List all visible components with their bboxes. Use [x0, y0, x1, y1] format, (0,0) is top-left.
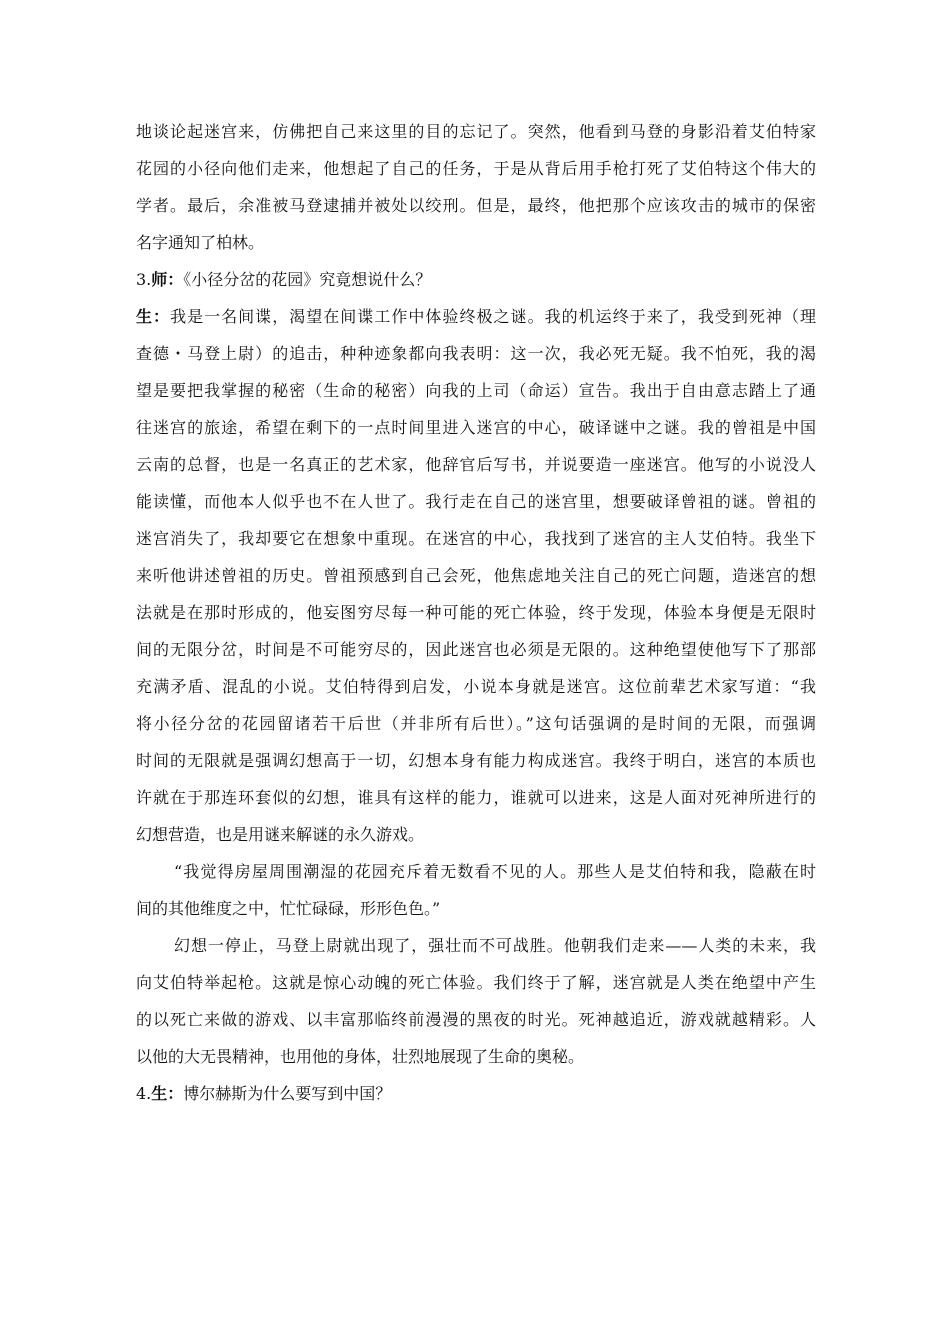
answer-line: 幻想营造，也是用谜来解谜的永久游戏。 — [136, 825, 425, 844]
question-text: 博尔赫斯为什么要写到中国？ — [183, 1084, 392, 1103]
paragraph-line: 以他的大无畏精神，也用他的身体，壮烈地展现了生命的奥秘。 — [136, 1047, 585, 1066]
answer-line: 充满矛盾、混乱的小说。艾伯特得到启发，小说本身就是迷宫。这位前辈艺术家写道：“我 — [136, 677, 816, 696]
answer-line: 能读懂，而他本人似乎也不在人世了。我行走在自己的迷宫里，想要破译曾祖的谜。曾祖的 — [136, 492, 816, 511]
answer-line: 往迷宫的旅途，希望在剩下的一点时间里进入迷宫的中心，破译谜中之谜。我的曾祖是中国 — [136, 418, 816, 437]
paragraph-line: 的以死亡来做的游戏、以丰富那临终前漫漫的黑夜的时光。死神越追近，游戏就越精彩。人 — [136, 1010, 816, 1029]
quote-line: “我觉得房屋周围潮湿的花园充斥着无数看不见的人。那些人是艾伯特和我，隐蔽在时 — [174, 862, 816, 881]
answer-line: 将小径分岔的花园留诸若干后世（并非所有后世）。”这句话强调的是时间的无限，而强调 — [136, 714, 816, 733]
answer-first-line — [136, 307, 816, 327]
paragraph-line: 向艾伯特举起枪。这就是惊心动魄的死亡体验。我们终于了解，迷宫就是人类在绝望中产生 — [136, 973, 816, 992]
paragraph-line: 花园的小径向他们走来，他想起了自己的任务，于是从背后用手枪打死了艾伯特这个伟大的 — [136, 159, 816, 178]
question-number: 4. — [136, 1084, 152, 1103]
answer-line: 迷宫消失了，我却要它在想象中重现。在迷宫的中心，我找到了迷宫的主人艾伯特。我坐下 — [136, 529, 816, 548]
answer-line: 时间的无限就是强调幻想高于一切，幻想本身有能力构成迷宫。我终于明白，迷宫的本质也 — [136, 751, 816, 770]
question-number: 3. — [136, 270, 152, 289]
answer-line: 来听他讲述曾祖的历史。曾祖预感到自己会死，他焦虑地关注自己的死亡问题，造迷宫的想 — [136, 566, 816, 585]
quote-line: 间的其他维度之中，忙忙碌碌，形形色色。” — [136, 899, 441, 918]
answer-line: 许就在于那连环套似的幻想，谁具有这样的能力，谁就可以进来，这是人面对死神所进行的 — [136, 788, 816, 807]
paragraph-line: 地谈论起迷宫来，仿佛把自己来这里的目的忘记了。突然，他看到马登的身影沿着艾伯特家 — [136, 122, 816, 141]
speaker-label: 生： — [151, 1084, 184, 1103]
answer-text: 我是一名间谍，渴望在间谍工作中体验终极之谜。我的机运终于来了，我受到死神（理 — [170, 307, 816, 326]
answer-line: 查德・马登上尉）的追击，种种迹象都向我表明：这一次，我必死无疑。我不怕死，我的渴 — [136, 344, 816, 363]
paragraph-line: 学者。最后，余准被马登逮捕并被处以绞刑。但是，最终，他把那个应该攻击的城市的保密 — [136, 196, 816, 215]
question-text: 《小径分岔的花园》究竟想说什么？ — [183, 270, 432, 289]
speaker-label: 师： — [151, 270, 184, 289]
question-3 — [136, 270, 816, 290]
answer-line: 间的无限分岔，时间是不可能穷尽的，因此迷宫也必须是无限的。这种绝望使他写下了那部 — [136, 640, 816, 659]
answer-line: 法就是在那时形成的，他妄图穷尽每一种可能的死亡体验，终于发现，体验本身便是无限时 — [136, 603, 816, 622]
answer-line: 望是要把我掌握的秘密（生命的秘密）向我的上司（命运）宣告。我出于自由意志踏上了通 — [136, 381, 816, 400]
question-4 — [136, 1084, 816, 1104]
paragraph-line: 幻想一停止，马登上尉就出现了，强壮而不可战胜。他朝我们走来——人类的未来，我 — [174, 936, 816, 955]
answer-line: 云南的总督，也是一名真正的艺术家，他辞官后写书，并说要造一座迷宫。他写的小说没人 — [136, 455, 816, 474]
speaker-label: 生： — [136, 307, 171, 326]
paragraph-line: 名字通知了柏林。 — [136, 233, 265, 252]
